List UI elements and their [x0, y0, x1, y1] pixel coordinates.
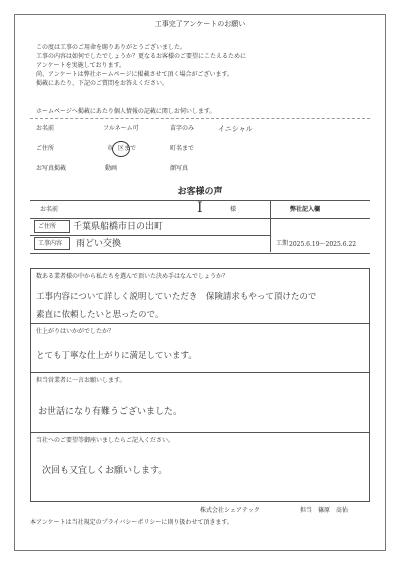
section-rule [30, 323, 370, 324]
publish-option[interactable]: 顔写真 [170, 165, 189, 172]
intro-line: 尚、アンケートは弊社ホームページに掲載させて頂く場合がございます。 [36, 71, 234, 78]
answer-line: お世話になり有難うございました。 [38, 407, 183, 417]
answer-line: とても丁寧な仕上がりに満足しています。 [36, 351, 197, 361]
address-value: 千葉県船橋市日の出町 [73, 222, 164, 232]
divider [30, 118, 370, 119]
question-text: 当社へのご要望等御座いましたらご記入ください。 [36, 437, 175, 444]
period-label: 工期 [276, 240, 289, 247]
staff-name: 篠原 髙佑 [318, 507, 349, 514]
answer-line: 工事内容について詳しく説明していただき 保険請求もやって頂けたので [36, 292, 317, 302]
company-name: 株式会社シェアテック [200, 507, 260, 514]
question-text: 担当営業者に一言お願いします。 [36, 377, 126, 384]
question-text: 数ある業者様の中から私たちを選んで頂いた決め手はなんでしょうか？ [36, 273, 229, 280]
name-label: お名前 [40, 206, 59, 213]
honorific: 様 [230, 206, 237, 213]
page-title: 工事完了アンケートのお願い [154, 20, 246, 28]
publish-option[interactable]: 区まで [118, 145, 137, 152]
office-label: 弊社記入欄 [290, 206, 321, 213]
table-rule [270, 200, 271, 252]
question-text: 仕上がりはいかがでしたか？ [36, 328, 115, 335]
publish-row-label: お名前 [36, 125, 55, 132]
publish-option-selected[interactable]: イニシャル [218, 125, 253, 133]
voice-heading: お客様の声 [177, 187, 223, 197]
address-label: ご住所 [38, 223, 57, 230]
publish-note: ホームページへ掲載にあたり個人情報の記載に関しお伺いします。 [36, 108, 216, 115]
privacy-footer: 本アンケートは当社規定のプライバシーポリシーに則り扱わせて頂きます。 [30, 519, 233, 526]
intro-line: アンケートを実施しております。 [36, 62, 126, 69]
answer-line: 素直に依頼したいと思ったので。 [36, 310, 164, 320]
intro-line: この度は工事のご用命を賜りありがとうございました。 [36, 44, 187, 51]
period-value: 2025.6.19〜2025.6.22 [289, 241, 357, 248]
intro-line: 掲載にあたり、下記のご質問をお答えください。 [36, 80, 169, 87]
section-rule [30, 432, 370, 433]
work-value: 雨どい交換 [76, 239, 122, 249]
publish-option[interactable]: 苗字のみ [170, 125, 195, 132]
publish-option[interactable]: 動画 [105, 165, 118, 172]
intro-line: 工事の内容は如何でしたでしょうか？更なるお客様のご要望にこたえるために [36, 53, 247, 60]
staff-label: 担当 [300, 507, 313, 514]
name-value: I [197, 200, 203, 216]
publish-option[interactable]: 町名まで [170, 145, 195, 152]
table-rule [30, 235, 270, 236]
publish-option[interactable]: 市 [107, 145, 114, 152]
publish-row-label: ご住所 [36, 145, 55, 152]
section-rule [30, 372, 370, 373]
publish-option[interactable]: フルネーム可 [103, 125, 139, 132]
work-label: 工事内容 [38, 240, 63, 247]
table-rule [30, 253, 370, 254]
answer-line: 次回も又宜しくお願いします。 [42, 466, 168, 476]
publish-row-label: お写真掲載 [36, 165, 67, 172]
